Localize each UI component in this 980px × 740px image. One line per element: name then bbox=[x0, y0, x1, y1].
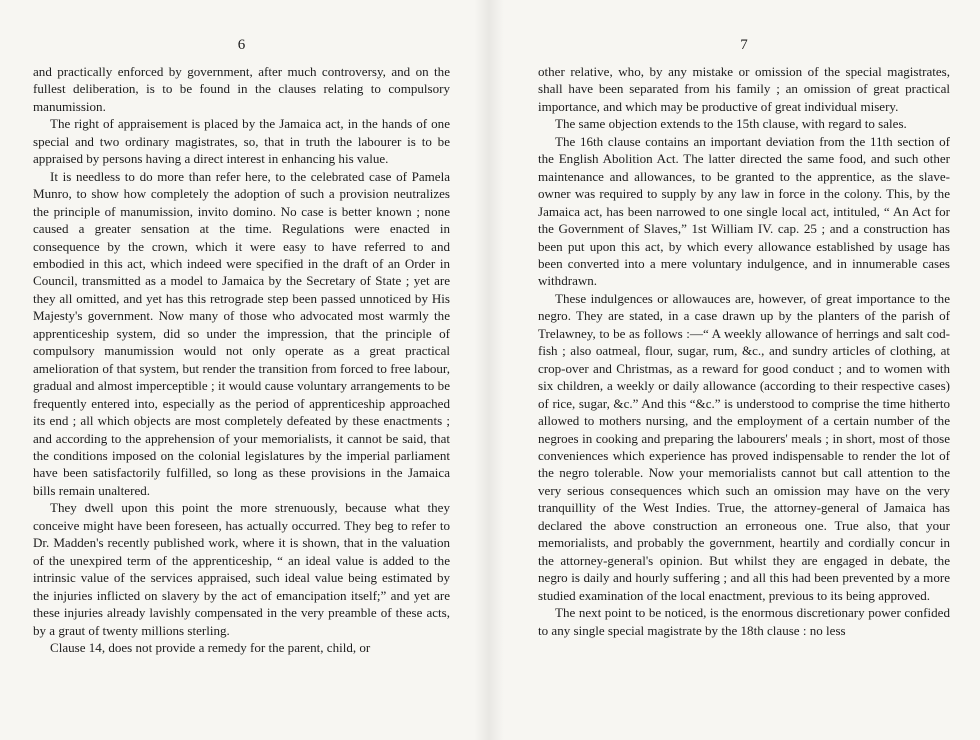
paragraph: The right of appraisement is placed by the Jamaica act, in the hands of one special and two ordinary magistrates, so, that in truth the labourer is to be appraised by persons having a direct interest in enhancing his value. bbox=[33, 116, 450, 167]
paragraph: The next point to be noticed, is the enormous discretionary power confided to any single special magistrate by the 18th clause : no less bbox=[538, 605, 950, 638]
page-number: 7 bbox=[740, 37, 748, 53]
paragraph: Clause 14, does not provide a remedy for the parent, child, or bbox=[50, 639, 371, 655]
right-page bbox=[490, 0, 980, 740]
paragraph: The same objection extends to the 15th clause, with regard to sales. bbox=[555, 116, 907, 132]
paragraph: and practically enforced by government, after much controversy, and on the fullest deliberation, is to be found in the clauses relating to compulsory manumission. bbox=[33, 64, 450, 114]
paragraph: The 16th clause contains an important deviation from the 11th section of the English Abolition Act. The latter directed the same food, and such other maintenance and allowances, to be granted to the apprentice, as the slave-owner was required to supply by any law in force in the colony. This, by the Jamaica act, has been narrowed to one single local act, intituled, “ An Act for the Government of Slaves,” 1st William IV. cap. 25 ; and a construction has been put upon this act, by which every allowance established by usage has been converted into a mere voluntary indulgence, and in innumerable cases withdrawn. bbox=[538, 133, 950, 289]
paragraph: other relative, who, by any mistake or omission of the special magistrates, shall have been separated from his family ; an omission of great practical importance, and which may be productive of great individual misery. bbox=[538, 64, 950, 114]
page-number: 6 bbox=[237, 37, 246, 53]
paragraph: These indulgences or allowauces are, however, of great importance to the negro. They are stated, in a case drawn up by the planters of the parish of Trelawney, to be as follows :—“ A weekly allowance of herrings and salt cod-fish ; also oatmeal, flour, sugar, rum, &c., and sundry articles of clothing, at crop-over and Christmas, as a reward for good conduct ; and to women with six children, a weekly or daily allowance (according to their respective cases) of rice, sugar, &c.” And this “&c.” is understood to comprise the time hitherto allowed to mothers nursing, and the employment of a certain number of the negroes in cooking and preparing the labourers' meals ; in short, most of those conveniences which experience has proved indispensable to render the lot of the negro tolerable. Now your memorialists cannot but call attention to the very serious consequences which such an omission may have on the very tranquillity of the West Indies. True, the attorney-general of Jamaica has declared the above construction an erroneous one. True also, that your memorialists, and probably the government, heartily and cordially concur in the attorney-general's opinion. But whilst they are engaged in debate, the negro is daily and hourly suffering ; and all this had been prevented by a more studied examination of the local enactment, previous to its being approved. bbox=[538, 290, 950, 603]
paragraph: It is needless to do more than refer here, to the celebrated case of Pamela Munro, to show how completely the adoption of such a provision neutralizes the principle of manumission, invito domino. No case is better known ; none caused a greater sensation at the time. Regulations were enacted in consequence by the crown, which it were easy to have referred to and embodied in this act, which indeed were specified in the draft of an Order in Council, transmitted as a model to Jamaica by the Secretary of State ; yet are they all omitted, and yet has this retrograde step been passed unnoticed by His Majesty's government. Now many of those who advocated most warmly the apprenticeship system, did so under the impression, that the principle of compulsory manumission would not only operate as a great practical amelioration of that system, but render the transition from forced to free labour, gradual and almost imperceptible ; it would cause voluntary arrangements to be frequently entered into, especially as the period of apprenticeship approached its end ; all which objects are most completely defeated by these enactments ; and according to the apprehension of your memorialists, it cannot be said, that the conditions imposed on the colonial legislatures by the imperial parliament have been satisfactorily fulfilled, so long as these provisions in the Jamaica bills remain unaltered. bbox=[33, 168, 450, 498]
paragraph: They dwell upon this point the more strenuously, because what they conceive might have been foreseen, has actually occurred. They beg to refer to Dr. Madden's recently published work, where it is shown, that in the valuation of the unexpired term of the apprenticeship, “ an ideal value is added to the intrinsic value of the services appraised, such ideal value being estimated by the injuries inflicted on slavery by the act of emancipation itself;” and yet are these injuries already lavishly compensated in the very preamble of these acts, by a graut of twenty millions sterling. bbox=[33, 500, 450, 638]
